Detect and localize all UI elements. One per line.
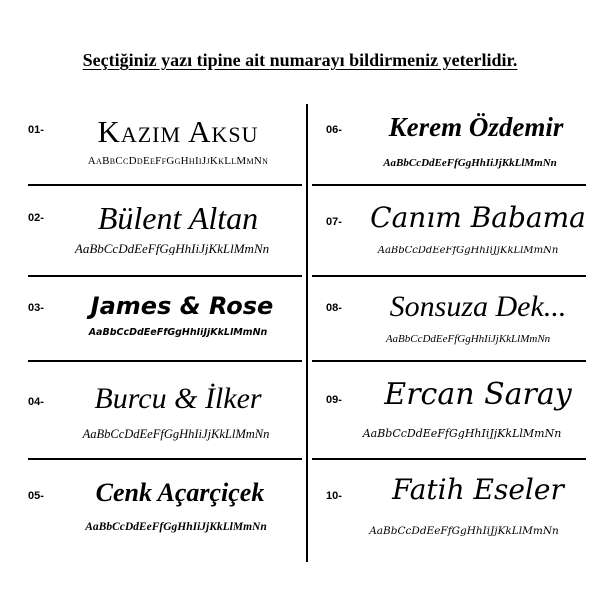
font-number: 02-: [28, 212, 44, 224]
font-alphabet: AaBbCcDdEeFfGgHhIiJjKkLlMmNn: [377, 246, 559, 256]
font-number: 03-: [28, 302, 44, 314]
font-option-05[interactable]: [28, 472, 304, 564]
font-sample: Bülent Altan: [97, 200, 259, 236]
font-number: 05-: [28, 490, 44, 502]
font-alphabet: AaBbCcDdEeFfGgHhIiJjKkLlMmNn: [385, 334, 551, 345]
font-option-08[interactable]: [326, 288, 590, 380]
font-option-01[interactable]: [28, 110, 304, 202]
font-option-09[interactable]: [326, 376, 590, 468]
font-alphabet: AaBbCcDdEeFfGgHhIiJjKkLlMmNn: [87, 156, 269, 167]
font-number: 09-: [326, 394, 342, 406]
font-alphabet: AaBbCcDdEeFfGgHhIiJjKkLlMmNn: [85, 522, 267, 533]
font-alphabet: AaBbCcDdEeFfGgHhIiJjKkLlMmNn: [383, 158, 557, 169]
font-option-03[interactable]: [28, 288, 304, 380]
font-number: 06-: [326, 124, 342, 136]
font-sample: Burcu & İlker: [94, 382, 262, 415]
page-heading: Seçtiğiniz yazı tipine ait numarayı bildirmeniz yeterlidir.: [82, 50, 518, 70]
font-option-04[interactable]: [28, 376, 304, 468]
font-option-10[interactable]: [326, 472, 590, 564]
font-sample: Cenk Açarçiçek: [95, 478, 265, 507]
font-number: 08-: [326, 302, 342, 314]
font-alphabet: AaBbCcDdEeFfGgHhIiJjKkLlMmNn: [82, 428, 270, 441]
font-sample: Fatih Eseler: [392, 473, 564, 506]
font-alphabet: AaBbCcDdEeFfGgHhIiJjKkLlMmNn: [369, 526, 559, 537]
font-number: 10-: [326, 490, 342, 502]
font-sample: Canım Babama: [370, 201, 586, 234]
font-sample: James & Rose: [90, 292, 274, 320]
font-number: 01-: [28, 124, 44, 136]
font-sample: Ercan Saray: [384, 377, 572, 412]
font-sample: Kerem Özdemir: [388, 112, 564, 142]
font-number: 07-: [326, 216, 342, 228]
font-alphabet: AaBbCcDdEeFfGgHhIiJjKkLlMmNn: [88, 328, 268, 338]
font-sample: Sonsuza Dek...: [389, 290, 567, 323]
font-option-06[interactable]: [326, 110, 590, 202]
font-option-02[interactable]: [28, 196, 304, 288]
font-sample: Kazım Aksu: [97, 114, 259, 149]
font-number: 04-: [28, 396, 44, 408]
font-option-07[interactable]: [326, 196, 590, 288]
font-alphabet: AaBbCcDdEeFfGgHhIiJjKkLlMmNn: [362, 428, 562, 439]
font-alphabet: AaBbCcDdEeFfGgHhIiJjKkLlMmNn: [74, 242, 270, 255]
